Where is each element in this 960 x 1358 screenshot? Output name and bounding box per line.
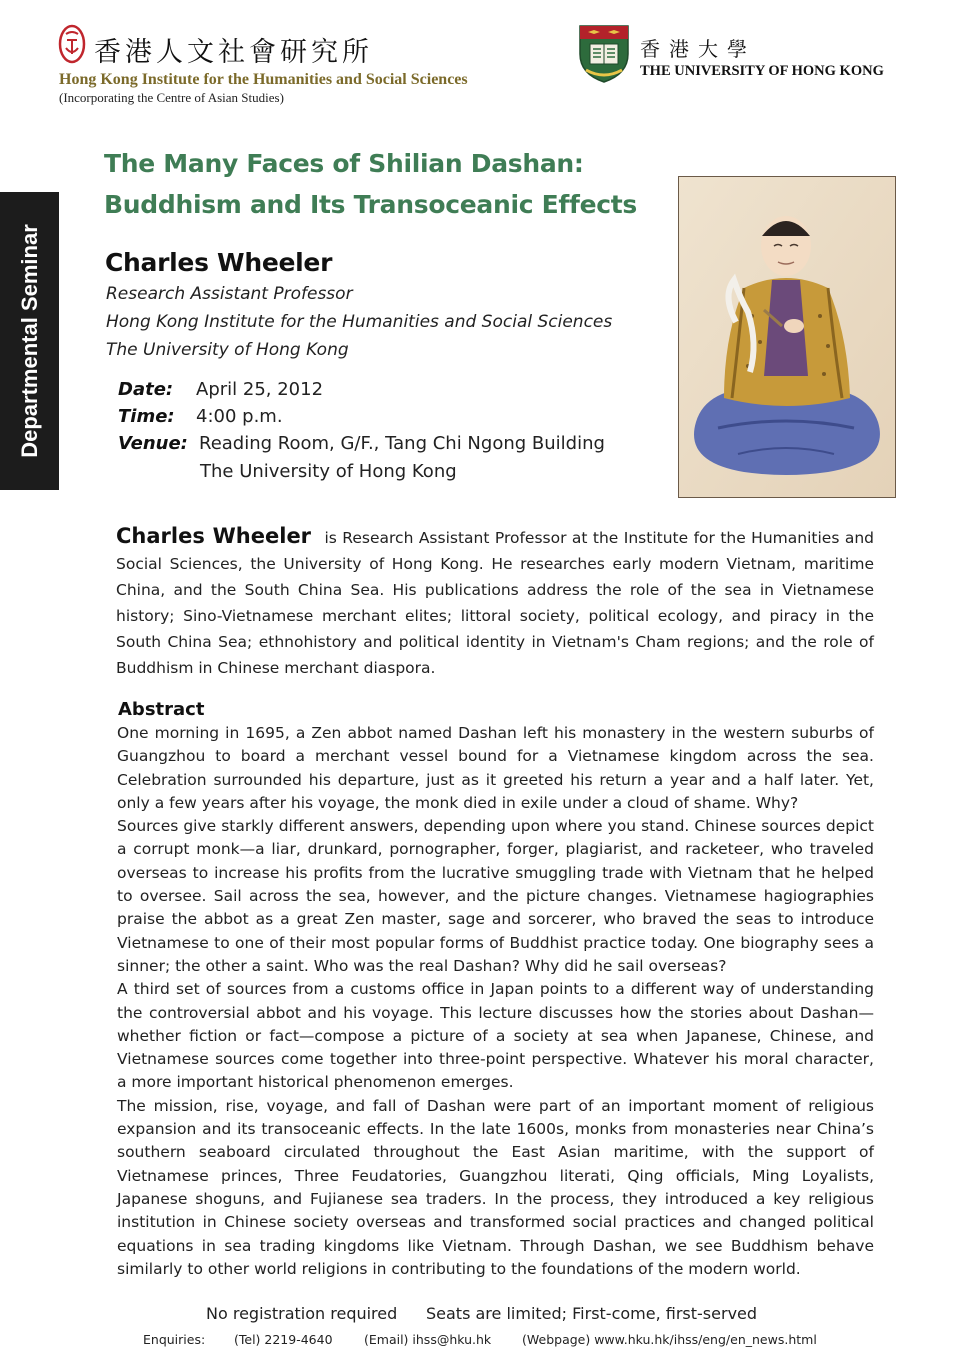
venue-label: Venue:: [118, 433, 188, 454]
ihss-seal-logo: [58, 24, 86, 64]
speaker-institute: Hong Kong Institute for the Humanities and Social Sciences: [106, 312, 613, 332]
no-registration-note: No registration required: [206, 1304, 398, 1323]
time-label: Time:: [118, 406, 175, 427]
departmental-seminar-tab: [0, 192, 59, 490]
side-tab-label: Departmental Seminar: [16, 224, 42, 458]
abstract-paragraph: The mission, rise, voyage, and fall of Dashan were part of an important moment of religious expansion and its transoceanic effects. In the late 1600s, monks from monasteries near China’s southern seaboard circulated throughout the East Asian maritime, with the support of Vietnamese princes, Three Feudatories, Guangzhou literati, Qing officials, Ming Loyalists, Japanese shoguns, and Fujianese sea traders. In the process, they introduced a key religious institution in Chinese society overseas and transformed social practices and changed political equations in sea trading kingdoms like Vietnam. Through Dashan, we see Buddhism behave similarly to other world religions in contributing to the foundations of the modern world.: [117, 1096, 874, 1278]
enquiries-email: (Email) ihss@hku.hk: [364, 1332, 492, 1347]
ihss-english-name: Hong Kong Institute for the Humanities and Social Sciences: [59, 71, 468, 88]
abstract-paragraph: Sources give starkly different answers, depending upon where you stand. Chinese sources depict a corrupt monk—a liar, drunkard, pornographer, forger, plagiarist, and racketeer, who traveled overseas to increase his profits from the lucrative smuggling trade with Vietnam that he helped to oversee. Sail across the sea, however, and the picture changes. Vietnamese hagiographies praise the abbot as a great Zen master, sage and sorcerer, who braved the seas to introduce Vietnamese to one of their most popular forms of Buddhist practice today. One biography sees a sinner; the other a saint. Who was the real Dashan? Why did he sail overseas?: [117, 817, 874, 975]
bio-text: is Research Assistant Professor at the Institute for the Humanities and Social Sciences, the University of Hong Kong. He researches early modern Vietnam, maritime China, and the South China Sea. His publications address the role of the sea in Vietnamese history; Sino-Vietnamese merchant elites; littoral society, political ecology, and piracy in the South China Sea; ethnohistory and political identity in Vietnam's Cham regions; and the role of Buddhism in Chinese merchant diaspora.: [116, 529, 874, 677]
hku-chinese-name: 香港大學: [640, 37, 756, 61]
dashan-portrait-painting: [678, 176, 896, 498]
hku-crest-logo: [578, 24, 630, 84]
ihss-subtitle: (Incorporating the Centre of Asian Studies): [59, 90, 284, 105]
abstract-body: [117, 722, 874, 1281]
venue-line-1: Reading Room, G/F., Tang Chi Ngong Building: [199, 433, 605, 454]
bio-speaker-name: Charles Wheeler: [116, 524, 312, 548]
enquiries-webpage: (Webpage) www.hku.hk/ihss/eng/en_news.html: [522, 1332, 817, 1347]
date-label: Date:: [118, 379, 174, 400]
enquiries-telephone: (Tel) 2219-4640: [234, 1332, 333, 1347]
venue-line-2: The University of Hong Kong: [200, 461, 457, 482]
speaker-name: Charles Wheeler: [105, 248, 333, 277]
enquiries-label: Enquiries:: [143, 1332, 206, 1347]
abstract-heading: Abstract: [118, 699, 205, 720]
speaker-university: The University of Hong Kong: [106, 340, 349, 360]
abstract-paragraph: One morning in 1695, a Zen abbot named Dashan left his monastery in the western suburbs of Guangzhou to board a merchant vessel bound for a Vietnamese kingdom across the sea. Celebration surrounded his departure, just as it greeted his return a year and a half later. Yet, only a few years after his voyage, the monk died in exile under a cloud of shame. Why?: [117, 724, 874, 812]
ihss-chinese-name: 香港人文社會研究所: [94, 37, 373, 68]
date-value: April 25, 2012: [196, 379, 324, 400]
time-value: 4:00 p.m.: [196, 406, 283, 427]
speaker-bio: [116, 523, 874, 681]
abstract-paragraph: A third set of sources from a customs office in Japan points to a different way of understanding the controversial abbot and his voyage. This lecture discusses how the stories about Dashan—whether fiction or fact—compose a picture of a society at sea when Japanese, Chinese, and Vietnamese sources come together into three-point perspective. Whatever his moral character, a more important historical phenomenon emerges.: [117, 980, 874, 1092]
hku-english-name: THE UNIVERSITY OF HONG KONG: [640, 63, 884, 79]
seminar-title-line-1: The Many Faces of Shilian Dashan:: [104, 149, 584, 178]
seats-note: Seats are limited; First-come, first-served: [426, 1304, 758, 1323]
speaker-position: Research Assistant Professor: [106, 284, 353, 304]
seminar-title-line-2: Buddhism and Its Transoceanic Effects: [104, 190, 637, 219]
